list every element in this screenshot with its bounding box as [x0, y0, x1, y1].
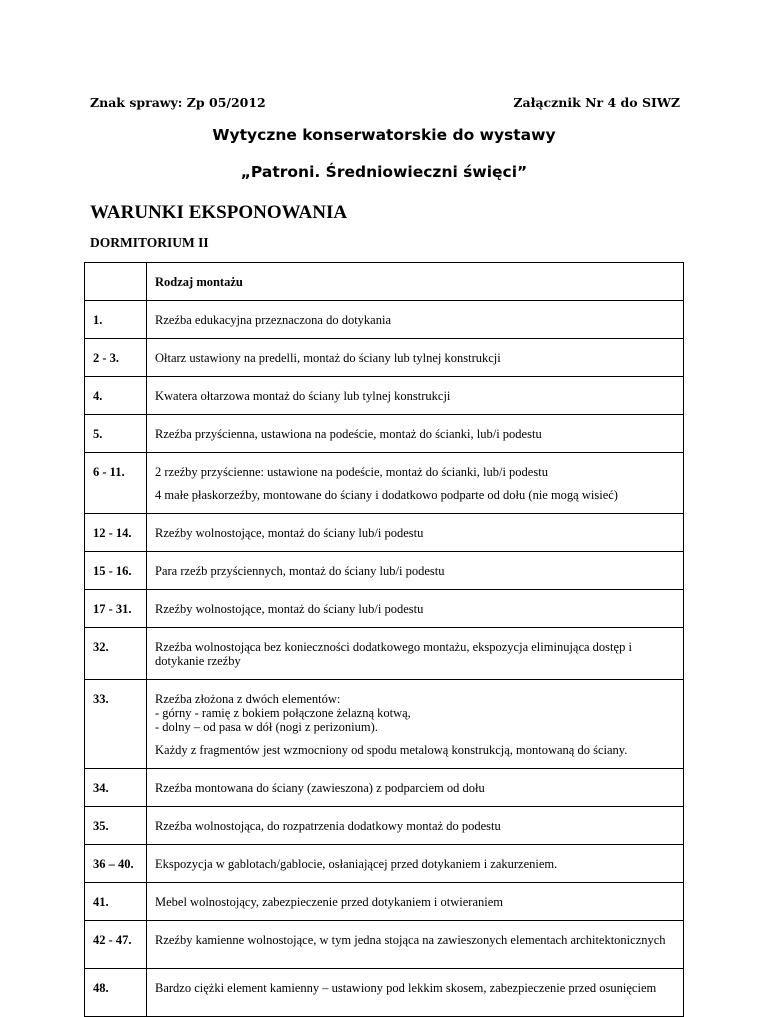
table-row [85, 883, 684, 921]
item-number: 41. [85, 883, 147, 921]
item-number: 34. [85, 769, 147, 807]
mounting-description [147, 339, 684, 377]
table-row [85, 301, 684, 339]
description-paragraph: Rzeźby wolnostojące, montaż do ściany lub/i podestu [155, 602, 424, 616]
subsection-heading: DORMITORIUM II [90, 235, 209, 250]
description-paragraph: Rzeźba przyścienna, ustawiona na podeście, montaż do ścianki, lub/i podestu [155, 427, 542, 441]
table-header-row [85, 263, 684, 301]
mounting-description [147, 552, 684, 590]
description-paragraph: Rzeźba montowana do ściany (zawieszona) z podparciem od dołu [155, 781, 485, 795]
description-paragraph: Kwatera ołtarzowa montaż do ściany lub tylnej konstrukcji [155, 389, 451, 403]
description-paragraph: Ołtarz ustawiony na predelli, montaż do ściany lub tylnej konstrukcji [155, 351, 501, 365]
table-row [85, 590, 684, 628]
item-number: 48. [85, 969, 147, 1017]
item-number: 33. [85, 680, 147, 769]
item-number: 6 - 11. [85, 453, 147, 514]
exhibition-name: „Patroni. Średniowieczni święci” [240, 163, 528, 181]
mounting-description [147, 680, 684, 769]
mounting-description [147, 883, 684, 921]
table-row [85, 339, 684, 377]
section-heading: WARUNKI EKSPONOWANIA [90, 202, 348, 223]
description-paragraph: Rzeźba wolnostojąca, do rozpatrzenia dodatkowy montaż do podestu [155, 819, 501, 833]
table-row [85, 453, 684, 514]
description-paragraph: Rzeźby kamienne wolnostojące, w tym jedna stojąca na zawieszonych elementach architektonicznych [155, 933, 666, 947]
item-number: 36 – 40. [85, 845, 147, 883]
mounting-description [147, 628, 684, 680]
mounting-description [147, 969, 684, 1017]
item-number: 17 - 31. [85, 590, 147, 628]
header-number-cell [85, 263, 147, 301]
attachment-label: Załącznik Nr 4 do SIWZ [513, 95, 680, 110]
description-paragraph: Rzeźba edukacyjna przeznaczona do dotykania [155, 313, 391, 327]
table-row [85, 628, 684, 680]
mounting-description [147, 415, 684, 453]
mounting-description [147, 807, 684, 845]
description-paragraph: Rzeźby wolnostojące, montaż do ściany lub/i podestu [155, 526, 424, 540]
table-row [85, 680, 684, 769]
description-paragraph: Mebel wolnostojący, zabezpieczenie przed dotykaniem i otwieraniem [155, 895, 504, 909]
mounting-description [147, 921, 684, 969]
mounting-description [147, 590, 684, 628]
item-number: 5. [85, 415, 147, 453]
item-number: 1. [85, 301, 147, 339]
item-number: 2 - 3. [85, 339, 147, 377]
item-number: 15 - 16. [85, 552, 147, 590]
description-paragraph: Ekspozycja w gablotach/gablocie, osłaniającej przed dotykaniem i zakurzeniem. [155, 857, 558, 871]
item-number: 4. [85, 377, 147, 415]
description-paragraph: 2 rzeźby przyścienne: ustawione na podeście, montaż do ścianki, lub/i podestu [155, 465, 548, 479]
table-row [85, 969, 684, 1017]
description-paragraph: 4 małe płaskorzeźby, montowane do ściany i dodatkowo podparte od dołu (nie mogą wisieć) [155, 488, 618, 502]
description-paragraph: Rzeźba złożona z dwóch elementów: - górny - ramię z bokiem połączone żelazną kotwą, - dolny – od pasa w dół (nogi z perizonium). [155, 692, 411, 734]
document-title: Wytyczne konserwatorskie do wystawy [212, 126, 556, 144]
mounting-description [147, 514, 684, 552]
table-row [85, 415, 684, 453]
table-row [85, 514, 684, 552]
description-paragraph: Para rzeźb przyściennych, montaż do ściany lub/i podestu [155, 564, 445, 578]
item-number: 32. [85, 628, 147, 680]
mounting-description [147, 453, 684, 514]
description-paragraph: Rzeźba wolnostojąca bez konieczności dodatkowego montażu, ekspozycja eliminująca dostęp i dotykanie rzeźby [155, 640, 632, 668]
table-row [85, 377, 684, 415]
mounting-description [147, 377, 684, 415]
mounting-description [147, 845, 684, 883]
table-row [85, 769, 684, 807]
description-paragraph: Każdy z fragmentów jest wzmocniony od spodu metalową konstrukcją, montowaną do ściany. [155, 743, 628, 757]
mounting-description [147, 769, 684, 807]
table-row [85, 845, 684, 883]
table-row [85, 552, 684, 590]
item-number: 42 - 47. [85, 921, 147, 969]
mounting-table [84, 262, 684, 1017]
item-number: 12 - 14. [85, 514, 147, 552]
table-row [85, 921, 684, 969]
description-paragraph: Bardzo ciężki element kamienny – ustawiony pod lekkim skosem, zabezpieczenie przed osunięciem [155, 981, 657, 995]
mounting-description [147, 301, 684, 339]
table-row [85, 807, 684, 845]
header-description-cell: Rodzaj montażu [147, 263, 684, 301]
case-reference: Znak sprawy: Zp 05/2012 [90, 95, 266, 110]
item-number: 35. [85, 807, 147, 845]
